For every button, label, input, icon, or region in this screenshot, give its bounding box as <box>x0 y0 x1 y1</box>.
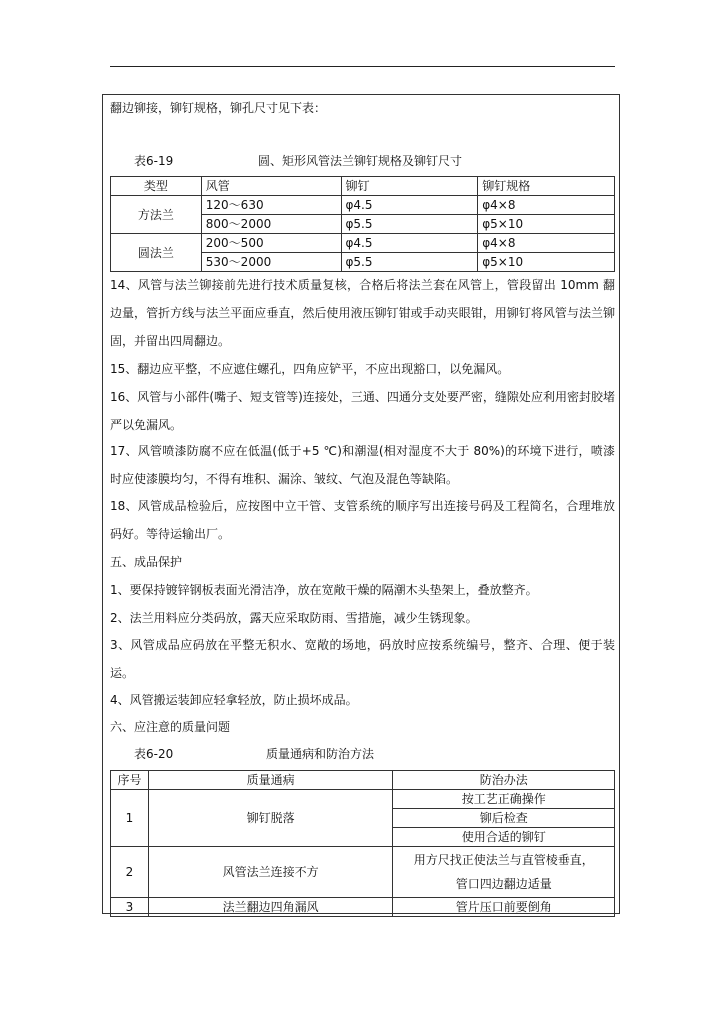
table-row <box>111 196 615 215</box>
table2-label: 表6-20 <box>134 747 174 761</box>
duct-cell: 120～630 <box>201 196 341 215</box>
header-rivet-spec: 铆钉规格 <box>478 177 615 196</box>
table-header-row <box>111 771 615 790</box>
header-number: 序号 <box>111 771 149 790</box>
intro-text: 翻边铆接，铆钉规格，铆孔尺寸见下表： <box>110 101 327 115</box>
header-rivet: 铆钉 <box>341 177 478 196</box>
type-cell: 方法兰 <box>111 196 202 234</box>
protection-item-3: 3、风管成品应码放在平整无积水、宽敞的场地，码放时应按系统编号，整齐、合理、便于装运。 <box>110 638 615 680</box>
header-type: 类型 <box>111 177 202 196</box>
remedy-cell: 管片压口前要倒角 <box>393 898 615 917</box>
table-row <box>111 234 615 253</box>
spec-cell: φ4×8 <box>478 196 615 215</box>
table-row <box>111 847 615 898</box>
table-header-row <box>111 177 615 196</box>
header-remedy: 防治办法 <box>393 771 615 790</box>
type-cell: 圆法兰 <box>111 234 202 272</box>
paragraph-15: 15、翻边应平整，不应遮住螺孔，四角应铲平，不应出现豁口，以免漏风。 <box>110 362 510 376</box>
table2-title: 质量通病和防治方法 <box>266 747 375 761</box>
protection-item-2: 2、法兰用料应分类码放，露天应采取防雨、雪措施，减少生锈现象。 <box>110 611 478 625</box>
header-duct: 风管 <box>201 177 341 196</box>
header-issue: 质量通病 <box>148 771 392 790</box>
protection-item-4: 4、风管搬运装卸应轻拿轻放，防止损坏成品。 <box>110 693 358 707</box>
row-number: 3 <box>111 898 149 917</box>
issue-cell: 风管法兰连接不方 <box>148 847 392 898</box>
table-row <box>111 898 615 917</box>
remedy-cell: 按工艺正确操作 <box>393 790 615 809</box>
paragraph-18: 18、风管成品检验后，应按图中立干管、支管系统的顺序写出连接号码及工程简名，合理堆放码好。等待运输出厂。 <box>110 499 615 541</box>
rivet-cell: φ5.5 <box>341 215 478 234</box>
remedy-cell <box>393 847 615 898</box>
duct-cell: 530～2000 <box>201 253 341 272</box>
section-heading-6: 六、应注意的质量问题 <box>110 720 231 734</box>
paragraph-17: 17、风管喷漆防腐不应在低温(低于+5 ℃)和潮湿(相对湿度不大于 80%)的环境下进行，喷漆时应使漆膜均匀，不得有堆积、漏涂、皱纹、气泡及混色等缺陷。 <box>110 444 615 486</box>
quality-issue-table <box>110 770 615 917</box>
rivet-spec-table <box>110 176 615 272</box>
issue-cell: 法兰翻边四角漏风 <box>148 898 392 917</box>
protection-item-1: 1、要保持镀锌钢板表面光滑洁净，放在宽敞干燥的隔潮木头垫架上，叠放整齐。 <box>110 583 538 597</box>
paragraph-14: 14、风管与法兰铆接前先进行技术质量复核，合格后将法兰套在风管上，管段留出 10mm 翻边量，管折方线与法兰平面应垂直，然后使用液压铆钉钳或手动夹眼钳，用铆钉将风管与法兰铆固，并留出四周翻边。 <box>110 278 615 348</box>
duct-cell: 200～500 <box>201 234 341 253</box>
remedy-cell: 使用合适的铆钉 <box>393 828 615 847</box>
paragraph-16: 16、风管与小部件(嘴子、短支管等)连接处，三通、四通分支处要严密，缝隙处应利用密封胶堵严以免漏风。 <box>110 390 615 432</box>
duct-cell: 800～2000 <box>201 215 341 234</box>
remedy-line: 管口四边翻边适量 <box>455 877 552 891</box>
table1-label: 表6-19 <box>134 154 174 168</box>
header-rule <box>110 66 615 67</box>
spec-cell: φ5×10 <box>478 215 615 234</box>
rivet-cell: φ5.5 <box>341 253 478 272</box>
table1-title: 圆、矩形风管法兰铆钉规格及铆钉尺寸 <box>258 154 463 168</box>
rivet-cell: φ4.5 <box>341 234 478 253</box>
row-number: 1 <box>111 790 149 847</box>
remedy-cell: 铆后检查 <box>393 809 615 828</box>
table-row <box>111 790 615 809</box>
section-heading-5: 五、成品保护 <box>110 555 183 569</box>
issue-cell: 铆钉脱落 <box>148 790 392 847</box>
row-number: 2 <box>111 847 149 898</box>
spec-cell: φ5×10 <box>478 253 615 272</box>
spec-cell: φ4×8 <box>478 234 615 253</box>
rivet-cell: φ4.5 <box>341 196 478 215</box>
remedy-line: 用方尺找正使法兰与直管棱垂直， <box>413 853 594 867</box>
